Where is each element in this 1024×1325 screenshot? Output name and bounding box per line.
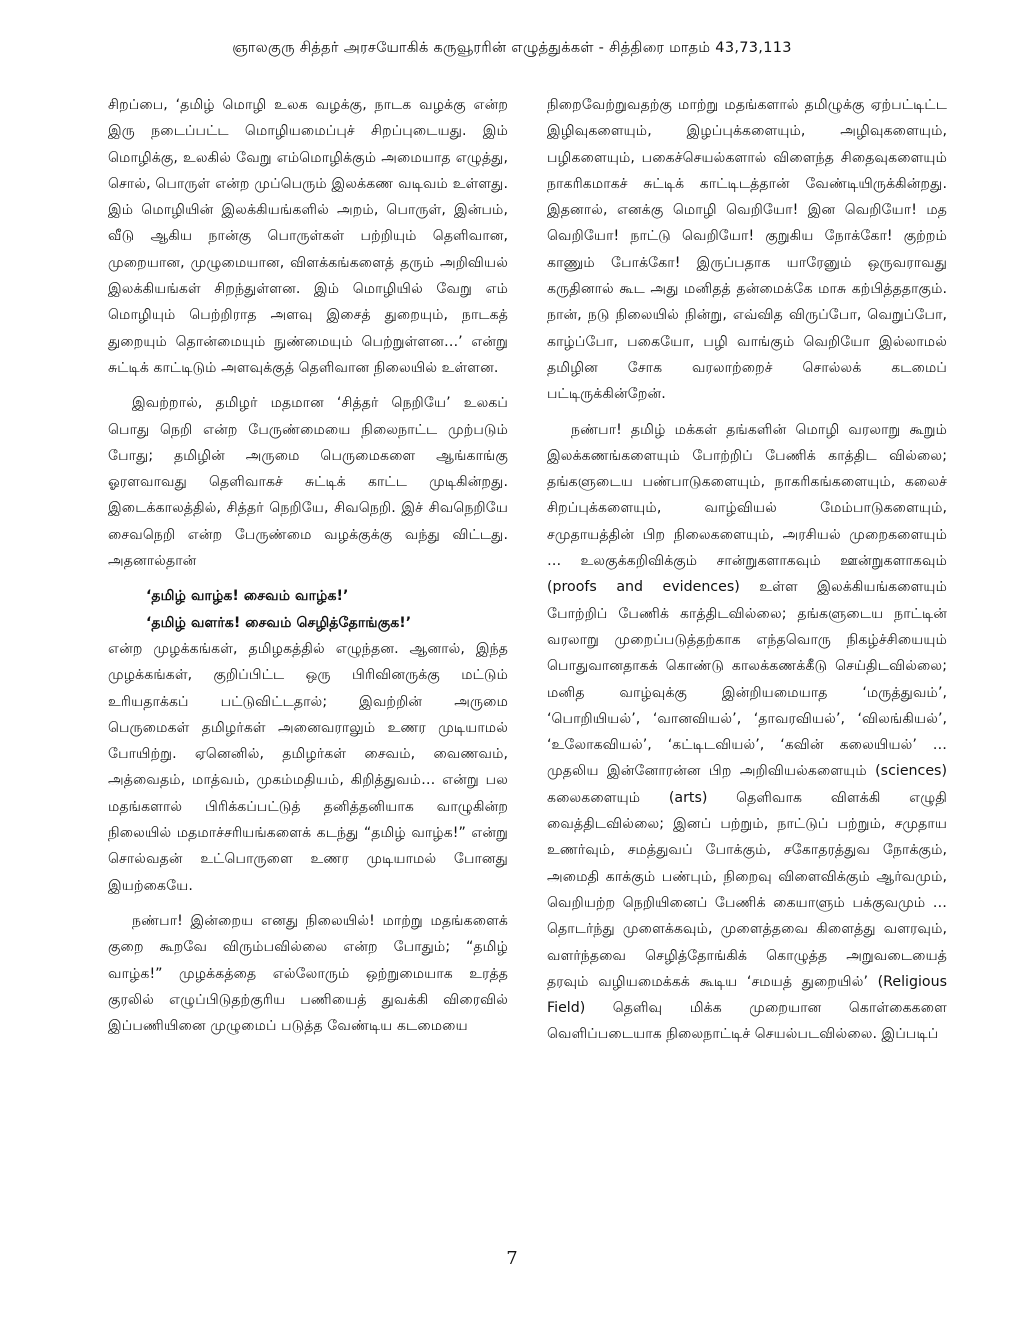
left-column: [108, 92, 508, 1039]
right-column: [547, 92, 947, 1048]
paragraph: நண்பா! இன்றைய எனது நிலையில்! மாற்று மதங்களைக் குறை கூறவே விரும்பவில்லை என்ற போதும்; “தமிழ் வாழ்க!” முழக்கத்தை எல்லோரும் ஒற்றுமையாக உரத்த குரலில் எழுப்பிடுதற்குரிய பணியைத் துவக்கி விரைவில் இப்பணியினை முழுமைப் படுத்த வேண்டிய கடமையை: [108, 912, 508, 1035]
paragraph: இவற்றால், தமிழர் மதமான ‘சித்தர் நெறியே’ உலகப் பொது நெறி என்ற பேருண்மையை நிலைநாட்ட முற்படும் போது; தமிழின் அருமை பெருமைகளை ஆங்காங்கு ஓரளவாவது தெளிவாகச் சுட்டிக் காட்ட முடிகின்றது. இடைக்காலத்தில், சித்தர் நெறியே, சிவநெறி. இச் சிவநெறியே சைவநெறி என்ற பேருண்மை வழக்குக்கு வந்து விட்டது. அதனால்தான்: [108, 395, 508, 570]
slogan-line: ‘தமிழ் வளர்க! சைவம் செழித்தோங்குக!’: [146, 614, 412, 631]
paragraph: நிறைவேற்றுவதற்கு மாற்று மதங்களால் தமிழுக்கு ஏற்பட்டிட்ட இழிவுகளையும், இழப்புக்களையும், அழிவுகளையும், பழிகளையும், பகைச்செயல்களால் விளைந்த சிதைவுகளையும் நாகரிகமாகச் சுட்டிக் காட்டிடத்தான் வேண்டியிருக்கின்றது. இதனால், எனக்கு மொழி வெறியோ! இன வெறியோ! மத வெறியோ! நாட்டு வெறியோ! குறுகிய நோக்கோ! குற்றம் காணும் போக்கோ! இருப்பதாக யாரேனும் ஒருவராவது கருதினால் கூட அது மனிதத் தன்மைக்கே மாசு கற்பித்ததாகும். நான், நடு நிலையில் நின்று, எவ்வித விருப்போ, வெறுப்போ, காழ்ப்போ, பகையோ, பழி வாங்கும் வெறியோ இல்லாமல் தமிழின சோக வரலாற்றைச் சொல்லக் கடமைப் பட்டிருக்கின்றேன்.: [547, 97, 947, 403]
paragraph: நண்பா! தமிழ் மக்கள் தங்களின் மொழி வரலாறு கூறும் இலக்கணங்களையும் போற்றிப் பேணிக் காத்திட வில்லை; தங்களுடைய பண்பாடுகளையும், நாகரிகங்களையும், கலைச் சிறப்புக்களையும், வாழ்வியல் மேம்பாடுகளையும், சமுதாயத்தின் பிற நிலைகளையும், அரசியல் முறைகளையும் … உலகுக்கறிவிக்கும் சான்றுகளாகவும் ஊன்றுகளாகவும் (proofs and evidences) உள்ள இலக்கியங்களையும் போற்றிப் பேணிக் காத்திடவில்லை; தங்களுடைய நாட்டின் வரலாறு முறைப்படுத்தற்காக எந்தவொரு நிகழ்ச்சியையும் பொதுவானதாகக் கொண்டு காலக்கணக்கீடு செய்திடவில்லை; மனித வாழ்வுக்கு இன்றியமையாத ‘மருத்துவம்’, ‘பொறியியல்’, ‘வானவியல்’, ‘தாவரவியல்’, ‘விலங்கியல்’, ‘உலோகவியல்’, ‘கட்டிடவியல்’, ‘கவின் கலையியல்’ … முதலிய இன்னோரன்ன பிற அறிவியல்களையும் (sciences) கலைகளையும் (arts) தெளிவாக விளக்கி எழுதி வைத்திடவில்லை; இனப் பற்றும், நாட்டுப் பற்றும், சமுதாய உணர்வும், சமத்துவப் போக்கும், சகோதரத்துவ நோக்கும், அமைதி காக்கும் பண்பும், நிறைவு விளைவிக்கும் ஆர்வமும், வெறியற்ற நெறியினைப் பேணிக் கையாளும் பக்குவமும் … தொடர்ந்து முளைக்கவும், முளைத்தவை கிளைத்து வளரவும், வளர்ந்தவை செழித்தோங்கிக் கொழுத்த அறுவடையைத் தரவும் வழியமைக்கக் கூடிய ‘சமயத் துறையில்’ (Religious Field) தெளிவு மிக்க முறையான கொள்கைகளை வெளிப்படையாக நிலைநாட்டிச் செயல்படவில்லை. இப்படிப்: [547, 421, 947, 1043]
slogan-line: ‘தமிழ் வாழ்க! சைவம் வாழ்க!’: [146, 588, 349, 605]
paragraph: என்ற முழக்கங்கள், தமிழகத்தில் எழுந்தன. ஆனால், இந்த முழக்கங்கள், குறிப்பிட்ட ஒரு பிரிவினருக்கு மட்டும் உரியதாக்கப் பட்டுவிட்டதால்; இவற்றின் அருமை பெருமைகள் தமிழர்கள் அனைவராலும் உணர முடியாமல் போயிற்று. ஏனெனில், தமிழர்கள் சைவம், வைணவம், அத்வைதம், மாத்வம், முகம்மதியம், கிறித்துவம்… என்று பல மதங்களால் பிரிக்கப்பட்டுத் தனித்தனியாக வாழுகின்ற நிலையில் மதமாச்சரியங்களைக் கடந்து “தமிழ் வாழ்க!” என்று சொல்வதன் உட்பொருளை உணர முடியாமல் போனது இயற்கையே.: [108, 640, 508, 894]
page-number: 7: [506, 1248, 518, 1269]
page-header: ஞாலகுரு சித்தர் அரசயோகிக் கருவூரரின் எழுத்துக்கள் - சித்திரை மாதம் 43,73,113: [232, 40, 792, 56]
paragraph: சிறப்பை, ‘தமிழ் மொழி உலக வழக்கு, நாடக வழக்கு என்ற இரு நடைப்பட்ட மொழியமைப்புச் சிறப்புடையது. இம் மொழிக்கு, உலகில் வேறு எம்மொழிக்கும் அமையாத எழுத்து, சொல், பொருள் என்ற முப்பெரும் இலக்கண வடிவம் உள்ளது. இம் மொழியின் இலக்கியங்களில் அறம், பொருள், இன்பம், வீடு ஆகிய நான்கு பொருள்கள் பற்றியும் தெளிவான, முறையான, முழுமையான, விளக்கங்களைத் தரும் அறிவியல் இலக்கியங்கள் சிறந்துள்ளன. இம் மொழியில் வேறு எம் மொழியும் பெற்றிராத அளவு இசைத் துறையும், நாடகத் துறையும் தொன்மையும் நுண்மையும் பெற்றுள்ளன…’ என்று சுட்டிக் காட்டிடும் அளவுக்குத் தெளிவான நிலையில் உள்ளன.: [108, 97, 508, 376]
